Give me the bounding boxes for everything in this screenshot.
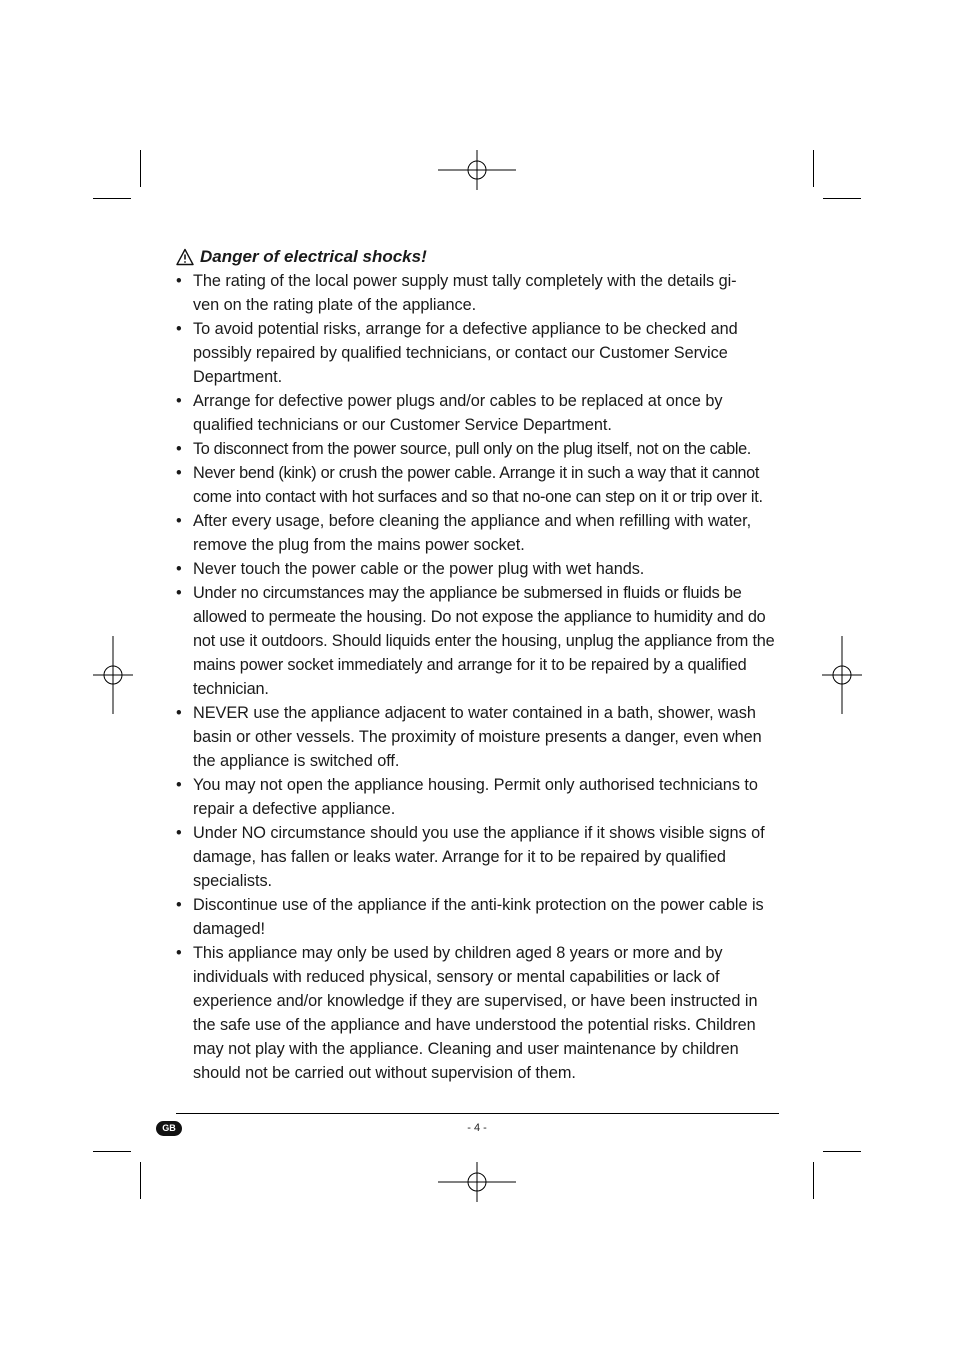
registration-mark [822, 636, 862, 714]
list-item-text: NEVER use the appliance adjacent to water contained in a bath, shower, wash basin or other vessels. The proximity of moisture presents a danger, even when the appliance is switched off. [193, 704, 762, 770]
bullet-dot: • [176, 776, 182, 794]
list-item [176, 821, 782, 893]
bullet-dot: • [176, 896, 182, 914]
list-item [176, 941, 782, 1085]
country-badge: GB [156, 1121, 182, 1136]
bullet-dot: • [176, 944, 182, 962]
section-heading [176, 245, 782, 269]
bullet-dot: • [176, 392, 182, 410]
list-item-text: To disconnect from the power source, pull only on the plug itself, not on the cable. [193, 440, 751, 458]
page-number: - 4 - [467, 1122, 487, 1134]
safety-section [176, 245, 782, 1085]
list-item-text: Under NO circumstance should you use the appliance if it shows visible signs of damage, has fallen or leaks water. Arrange for it to be repaired by qualified specialists. [193, 824, 765, 890]
bullet-dot: • [176, 512, 182, 530]
list-item-text: You may not open the appliance housing. Permit only authorised technicians to repair a defective appliance. [193, 776, 758, 818]
bullet-dot: • [176, 824, 182, 842]
list-item [176, 773, 782, 821]
list-item [176, 509, 782, 557]
list-item-text: Under no circumstances may the appliance be submersed in fluids or fluids be allowed to permeate the housing. Do not expose the appliance to humidity and do not use it outdoors. Should liquids enter the housing, unplug the appliance from the mains power socket immediately and arrange for it to be repaired by a qualified technician. [193, 584, 775, 698]
crop-mark [813, 1162, 814, 1199]
crop-mark [823, 1151, 861, 1152]
list-item-text: Never bend (kink) or crush the power cable. Arrange it in such a way that it cannot come into contact with hot surfaces and so that no-one can step on it or trip over it. [193, 464, 763, 506]
list-item-text: Discontinue use of the appliance if the anti-kink protection on the power cable is damaged! [193, 896, 764, 938]
crop-mark [140, 1162, 141, 1199]
list-item [176, 581, 782, 701]
bullet-dot: • [176, 272, 182, 290]
bullet-dot: • [176, 584, 182, 602]
warning-triangle-icon [176, 248, 194, 266]
bullet-dot: • [176, 560, 182, 578]
bullet-dot: • [176, 704, 182, 722]
list-item [176, 461, 782, 509]
list-item-text: After every usage, before cleaning the appliance and when refilling with water, remove the plug from the mains power socket. [193, 512, 752, 554]
bullet-dot: • [176, 464, 182, 482]
crop-mark [823, 198, 861, 199]
registration-mark [93, 636, 133, 714]
bullet-dot: • [176, 440, 182, 458]
bullet-dot: • [176, 320, 182, 338]
list-item [176, 317, 782, 389]
list-item [176, 389, 782, 437]
crop-mark [93, 1151, 131, 1152]
list-item-text: Arrange for defective power plugs and/or cables to be replaced at once by qualified technicians or our Customer Service Department. [193, 392, 723, 434]
bullet-list [176, 269, 782, 1085]
list-item [176, 893, 782, 941]
list-item-text: Never touch the power cable or the power plug with wet hands. [193, 560, 645, 578]
registration-mark [438, 150, 516, 190]
crop-mark [140, 150, 141, 187]
crop-mark [93, 198, 131, 199]
registration-mark [438, 1162, 516, 1202]
list-item [176, 269, 782, 317]
list-item-text: The rating of the local power supply must tally completely with the details gi- ven on the rating plate of the appliance. [193, 272, 737, 314]
list-item-text: To avoid potential risks, arrange for a defective appliance to be checked and possibly repaired by qualified technicians, or contact our Customer Service Department. [193, 320, 738, 386]
section-heading-text: Danger of electrical shocks! [200, 247, 427, 266]
list-item [176, 437, 782, 461]
list-item [176, 701, 782, 773]
list-item [176, 557, 782, 581]
crop-mark [813, 150, 814, 187]
list-item-text: This appliance may only be used by children aged 8 years or more and by individuals with reduced physical, sensory or mental capabilities or lack of experience and/or knowledge if they are supervised, or have been instructed in the safe use of the appliance and have understood the potential risks. Children may not play with the appliance. Cleaning and user maintenance by children should not be carried out without supervision of them. [193, 944, 758, 1082]
footer-rule [176, 1113, 779, 1114]
